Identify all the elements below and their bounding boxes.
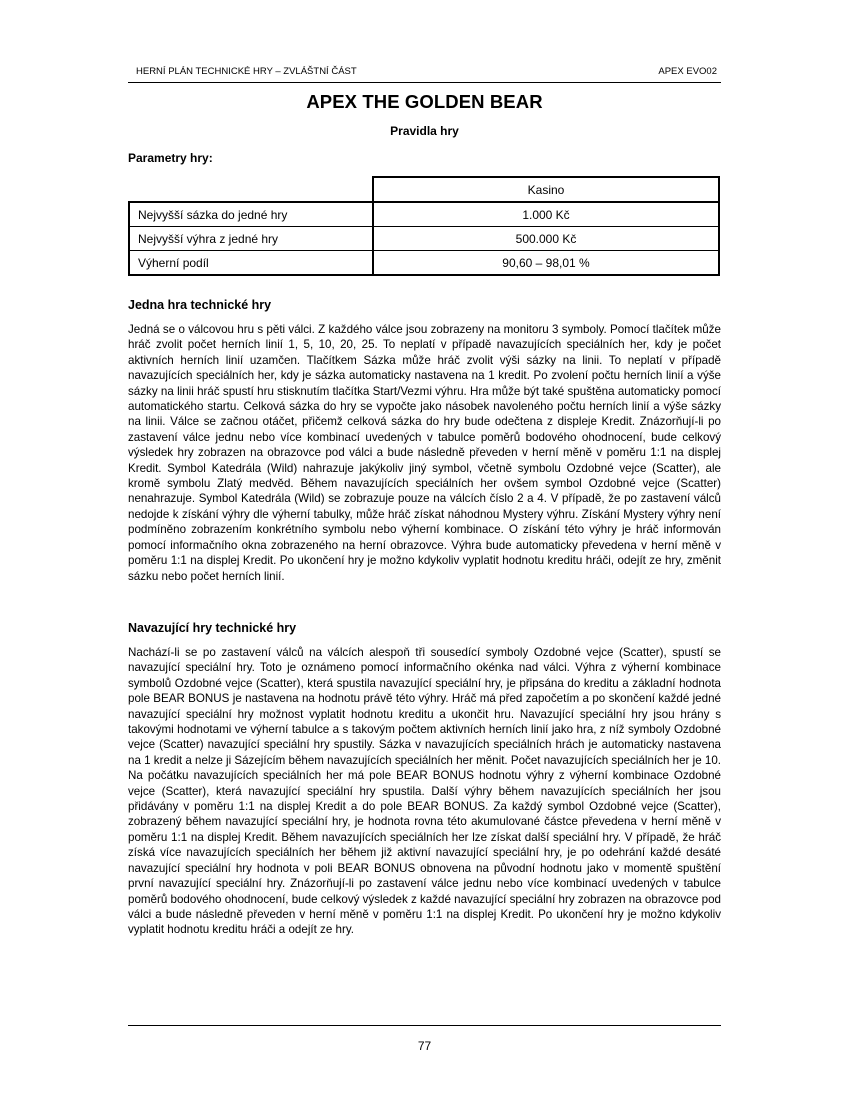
- footer-divider: [128, 1025, 721, 1026]
- row-value-payout-ratio: 90,60 – 98,01 %: [373, 251, 719, 276]
- header-game-code: APEX EVO02: [658, 66, 717, 77]
- table-row: [129, 251, 719, 276]
- row-label-payout-ratio: Výherní podíl: [129, 251, 373, 276]
- row-value-max-bet: 1.000 Kč: [373, 202, 719, 227]
- row-label-max-win: Nejvyšší výhra z jedné hry: [129, 227, 373, 251]
- header-document-type: HERNÍ PLÁN TECHNICKÉ HRY – ZVLÁŠTNÍ ČÁST: [136, 66, 357, 77]
- row-value-max-win: 500.000 Kč: [373, 227, 719, 251]
- document-title: APEX THE GOLDEN BEAR: [306, 91, 543, 112]
- row-label-max-bet: Nejvyšší sázka do jedné hry: [129, 202, 373, 227]
- section-text-single-game: Jedná se o válcovou hru s pěti válci. Z každého válce jsou zobrazeny na monitoru 3 symboly. Pomocí tlačítek může hráč zvolit počet herních linií 1, 5, 10, 20, 25. To neplatí v případě navazujících speciálních her, kdy je počet aktivních herních linií uzamčen. Tlačítkem Sázka může hráč zvolit výši sázky na linii. To neplatí v případě navazujících speciálních her, kdy je sázka automaticky nastavena na 1 kredit. Po zvolení počtu herních linií a výše sázky na linii hráč spustí hru stisknutím tlačítka Start/Vezmi výhru. Hra může být také spuštěna automaticky pomocí automatického startu. Celková sázka do hry se vypočte jako násobek navoleného počtu herních linií a výše sázky na linii. Válce se začnou otáčet, přičemž celková sázka do hry bude odečtena z displeje Kredit. Znázorňují-li po zastavení válce jednu nebo více kombinací uvedených v tabulce poměrů bodového ohodnocení, bude celkový výsledek hry zobrazen na obrazovce pod válci a bude následně převeden v herní měně v poměru 1:1 na displej Kredit. Symbol Katedrála (Wild) nahrazuje jakýkoliv jiný symbol, včetně symbolu Ozdobné vejce (Scatter), ale kromě symbolu Zlatý medvěd. Během navazujících speciálních her ovšem symbol Ozdobné vejce (Scatter) nenahrazuje. Symbol Katedrála (Wild) se zobrazuje pouze na válcích číslo 2 a 4. V případě, že po zastavení válců nedojde k získání výhry dle výherní tabulky, může hráč získat náhodnou Mystery výhru. Získání Mystery výhry není podmíněno zobrazením konkrétního symbolu nebo výherní kombinace. O získání této výhry je hráč informován pomocí informačního okna zobrazeného na herní obrazovce. Výhra bude automaticky převedena v herní měně v poměru 1:1 na displej Kredit. Po ukončení hry je možno kdykoliv vyplatit hodnotu kreditu hráči, odejít ze hry, změnit sázku nebo počet herních linií.: [128, 323, 721, 583]
- table-header-row: [129, 177, 719, 202]
- parameters-table: [128, 176, 720, 276]
- page-header: [128, 62, 721, 83]
- parameters-heading: Parametry hry:: [128, 151, 213, 165]
- table-row: [129, 202, 719, 227]
- table-column-header-kasino: Kasino: [373, 177, 719, 202]
- section-heading-follow-up-games: Navazující hry technické hry: [128, 621, 297, 635]
- table-header-blank-cell: [129, 177, 373, 202]
- section-heading-single-game: Jedna hra technické hry: [128, 298, 272, 312]
- table-row: [129, 227, 719, 251]
- section-text-follow-up-games: Nachází-li se po zastavení válců na válcích alespoň tři sousedící symboly Ozdobné vejce (Scatter), spustí se navazující speciální hry. Toto je oznámeno pomocí informačního okénka nad válci. Výhra z výherní kombinace symbolů Ozdobné vejce (Scatter), která spustila navazující speciální hry, je připsána do kreditu a základní hodnota pole BEAR BONUS je nastavena na hodnotu právě této výhry. Hráč má před započetím a po skončení každé jedné navazující speciální hry možnost vyplatit hodnotu kreditu a ukončit hru. Navazující speciální hry jsou hrány s takovými hodnotami ve výherní tabulce a s takovým počtem aktivních herních linií jako hra, z níž symboly Ozdobné vejce (Scatter) navazující speciální hry spustily. Sázka v navazujících speciálních hrách je automaticky nastavena na 1 kredit a nelze ji Sázejícím během navazujících speciálních her měnit. Počet navazujících speciálních her je 10. Na počátku navazujících speciálních her má pole BEAR BONUS hodnotu výhry z výherní kombinace Ozdobné vejce (Scatter), která navazující speciální hry spustila. Další výhry během navazujících speciálních her jsou přidávány v poměru 1:1 na displej Kredit a do pole BEAR BONUS. Za každý symbol Ozdobné vejce (Scatter), zobrazený během navazující speciální hry, je hodnota rovna této akumulované částce převedena v herní měně v poměru 1:1 na displej Kredit. Během navazujících speciálních her lze získat další speciální hry. V případě, že hráč získá více navazujících speciálních her během již aktivní navazující speciální hry, je po odehrání každé desáté navazující speciální hry hodnota v poli BEAR BONUS obnovena na původní hodnotu jako v momentě spuštění první navazující speciální hry. Znázorňují-li po zastavení válce jednu nebo více kombinací uvedených v tabulce poměrů bodového ohodnocení, bude celkový výsledek z každé navazující speciální hry zobrazen na obrazovce pod válci a bude následně převeden v herní měně v poměru 1:1 na displej Kredit. Po ukončení hry je možno kdykoliv vyplatit hodnotu kreditu hráči a odejít ze hry.: [128, 646, 721, 937]
- page-number: 77: [417, 1039, 432, 1053]
- document-subtitle: Pravidla hry: [390, 124, 459, 138]
